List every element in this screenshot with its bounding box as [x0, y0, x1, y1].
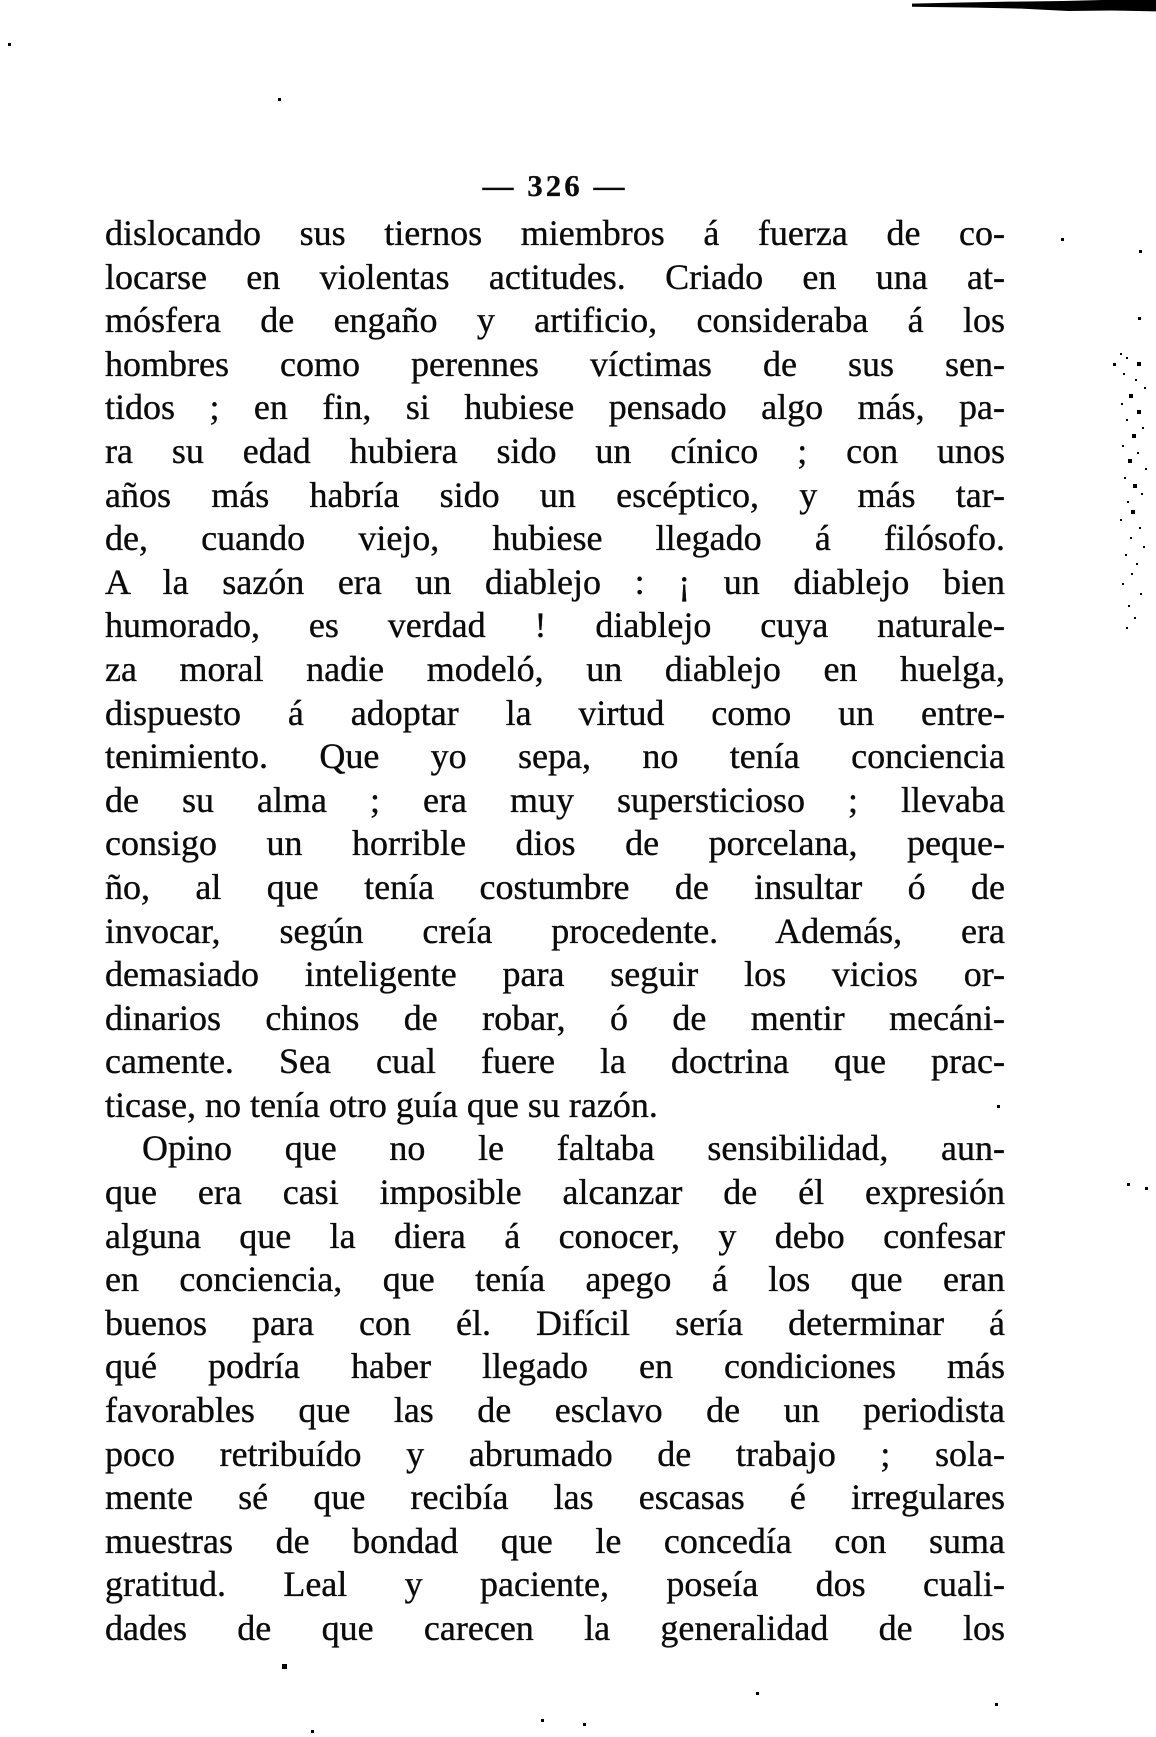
page-number-header: — 326 — — [482, 168, 628, 203]
text-line: alguna que la diera á conocer, y debo confesar — [105, 1215, 1005, 1256]
scan-noise-speckles — [1120, 353, 1122, 355]
text-line: A la sazón era un diablejo : ¡ un diablejo bien — [105, 561, 1005, 602]
text-line: buenos para con él. Difícil sería determinar á — [105, 1302, 1005, 1343]
scan-artifact-top-bar — [912, 0, 1156, 12]
text-line: humorado, es verdad ! diablejo cuya naturale- — [105, 605, 1005, 646]
text-line: qué podría haber llegado en condiciones más — [105, 1346, 1005, 1387]
text-line: consigo un horrible dios de porcelana, peque- — [105, 823, 1005, 864]
text-line: camente. Sea cual fuere la doctrina que prac- — [105, 1041, 1005, 1082]
text-line: de su alma ; era muy supersticioso ; llevaba — [105, 779, 1005, 820]
text-line: hombres como perennes víctimas de sus sen- — [105, 343, 1005, 384]
text-line: mente sé que recibía las escasas é irregulares — [105, 1477, 1005, 1518]
text-line: favorables que las de esclavo de un periodista — [105, 1390, 1005, 1431]
text-line: ño, al que tenía costumbre de insultar ó de — [105, 866, 1005, 907]
text-line-paragraph-start: Opino que no le faltaba sensibilidad, aun- — [142, 1128, 1005, 1169]
text-line: dades de que carecen la generalidad de los — [105, 1608, 1005, 1648]
text-line: za moral nadie modeló, un diablejo en huelga, — [105, 648, 1005, 689]
text-line: dislocando sus tiernos miembros á fuerza de co- — [105, 213, 1005, 253]
text-line: en conciencia, que tenía apego á los que eran — [105, 1259, 1005, 1300]
text-line: ra su edad hubiera sido un cínico ; con unos — [105, 430, 1005, 471]
text-line: muestras de bondad que le concedía con suma — [105, 1520, 1005, 1561]
text-line: que era casi imposible alcanzar de él expresión — [105, 1172, 1005, 1213]
text-line: años más habría sido un escéptico, y más tar- — [105, 474, 1005, 515]
page-text-block — [105, 212, 1005, 1651]
text-line: mósfera de engaño y artificio, consideraba á los — [105, 300, 1005, 341]
scan-noise-dots — [8, 43, 11, 46]
text-line: invocar, según creía procedente. Además, era — [105, 910, 1005, 951]
text-line: locarse en violentas actitudes. Criado en una at- — [105, 256, 1005, 297]
text-line: de, cuando viejo, hubiese llegado á filósofo. — [105, 518, 1005, 559]
text-line: demasiado inteligente para seguir los vicios or- — [105, 954, 1005, 995]
text-line: gratitud. Leal y paciente, poseía dos cuali- — [105, 1564, 1005, 1605]
text-line: dinarios chinos de robar, ó de mentir mecáni- — [105, 997, 1005, 1038]
text-line-paragraph-end: ticase, no tenía otro guía que su razón. — [105, 1084, 658, 1125]
text-line: dispuesto á adoptar la virtud como un entre- — [105, 692, 1005, 733]
text-line: tidos ; en fin, si hubiese pensado algo más, pa- — [105, 387, 1005, 428]
text-line: tenimiento. Que yo sepa, no tenía conciencia — [105, 736, 1005, 777]
text-line: poco retribuído y abrumado de trabajo ; sola- — [105, 1433, 1005, 1474]
